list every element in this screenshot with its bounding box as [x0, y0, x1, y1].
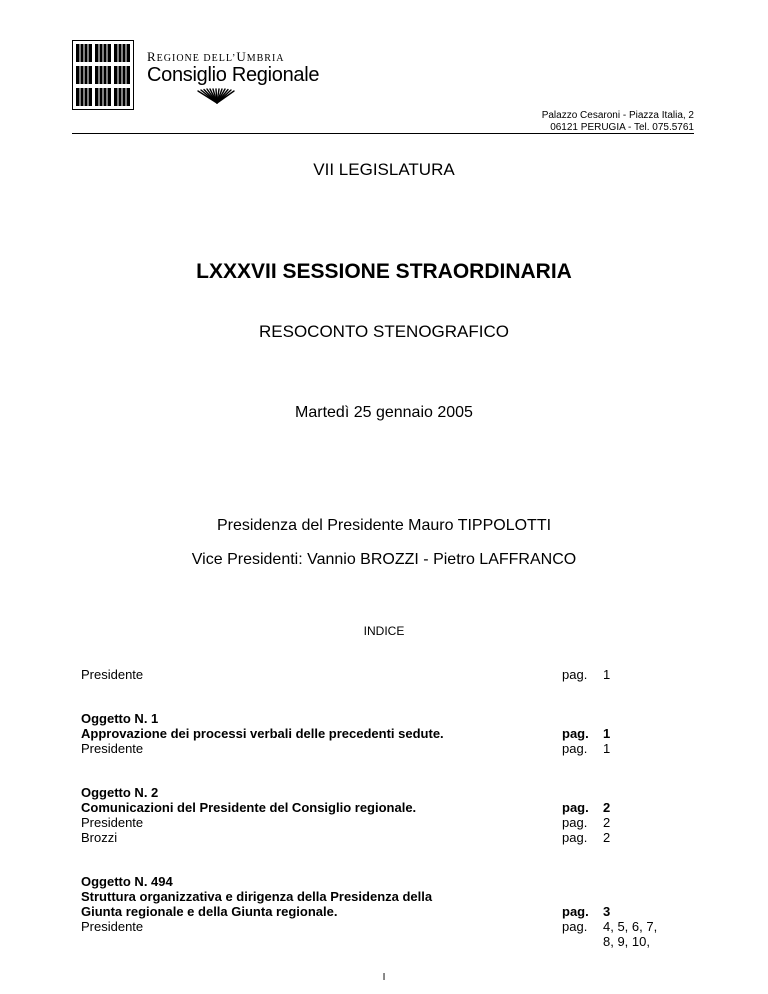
- index-page-number: 2: [603, 815, 611, 830]
- index-pag-label: pag.: [562, 667, 588, 682]
- index-pag-label: pag.: [562, 815, 588, 830]
- address-line: Palazzo Cesaroni - Piazza Italia, 2: [541, 110, 694, 121]
- index-pag-label: pag.: [562, 726, 589, 741]
- index-speaker: Presidente: [81, 667, 144, 682]
- page-number: I: [382, 972, 386, 983]
- index-page-number: 8, 9, 10,: [603, 934, 650, 949]
- vice-presidents-line: Vice Presidenti: Vannio BROZZI - Pietro LAFFRANCO: [191, 551, 577, 568]
- index-page-number: 4, 5, 6, 7,: [603, 919, 658, 934]
- report-subtitle: RESOCONTO STENOGRAFICO: [259, 322, 509, 341]
- index-pag-label: pag.: [562, 919, 588, 934]
- index-pag-label: pag.: [562, 800, 589, 815]
- region-name: REGIONE DELL’UMBRIA: [147, 49, 285, 64]
- index-page-number: 3: [603, 904, 611, 919]
- fan-emblem-icon: [192, 88, 242, 104]
- consiglio-regionale-logo-icon: [72, 40, 134, 110]
- index-speaker: Presidente: [81, 741, 144, 756]
- index-heading: INDICE: [363, 624, 405, 638]
- council-name: Consiglio Regionale: [147, 64, 320, 86]
- index-page-number: 1: [603, 741, 611, 756]
- presidency-line: Presidenza del Presidente Mauro TIPPOLOTTI: [216, 517, 552, 534]
- session-date: Martedì 25 gennaio 2005: [295, 404, 473, 421]
- index-page-number: 2: [603, 800, 611, 815]
- index-page-number: 1: [603, 726, 611, 741]
- index-pag-label: pag.: [562, 830, 588, 845]
- session-title: LXXXVII SESSIONE STRAORDINARIA: [196, 260, 572, 283]
- address-line: 06121 PERUGIA - Tel. 075.5761: [550, 122, 694, 133]
- index-pag-label: pag.: [562, 904, 589, 919]
- index-page-number: 1: [603, 667, 611, 682]
- address-block: [542, 110, 694, 134]
- index-page-number: 2: [603, 830, 611, 845]
- index-speaker: Presidente: [81, 919, 144, 934]
- index-speaker: Brozzi: [81, 830, 118, 845]
- index-pag-label: pag.: [562, 741, 588, 756]
- header-divider: [72, 133, 694, 134]
- legislatura-heading: VII LEGISLATURA: [313, 160, 455, 179]
- index-speaker: Presidente: [81, 815, 144, 830]
